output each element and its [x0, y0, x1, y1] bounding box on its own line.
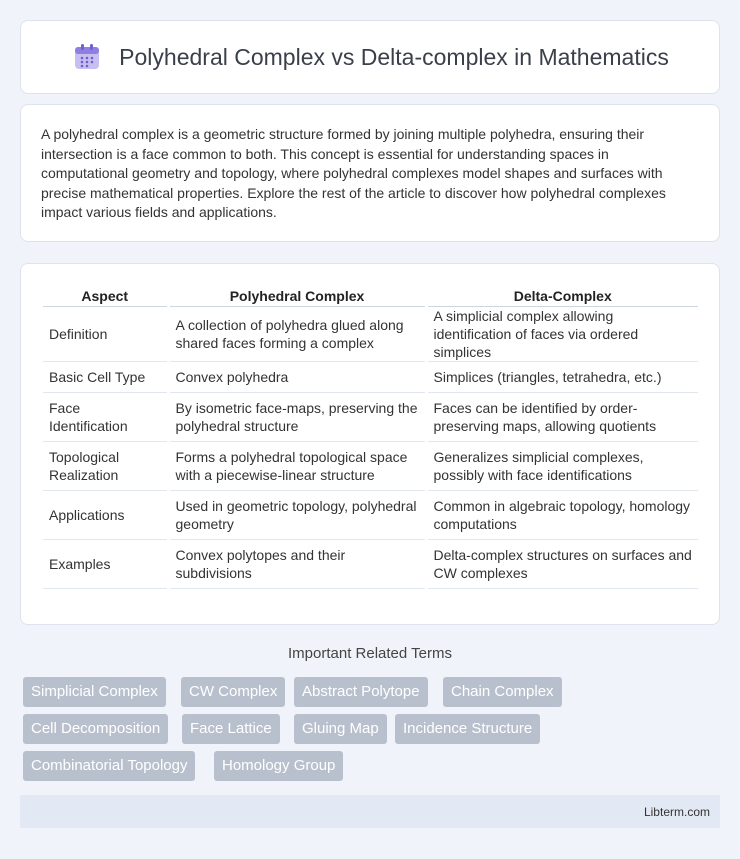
- header-card: [20, 20, 720, 94]
- calendar-icon: [71, 41, 103, 73]
- footer-site-link[interactable]: Libterm.com: [643, 804, 710, 819]
- tag-face-lattice[interactable]: Face Lattice: [182, 714, 280, 744]
- row-delta: Simplices (triangles, tetrahedra, etc.): [426, 362, 698, 393]
- header-aspect: Aspect: [43, 286, 168, 307]
- row-aspect: Face Identification: [43, 393, 168, 442]
- row-aspect: Definition: [43, 307, 168, 362]
- tag-homology-group[interactable]: Homology Group: [214, 751, 343, 781]
- tag-chain-complex[interactable]: Chain Complex: [443, 677, 562, 707]
- row-polyhedral: A collection of polyhedra glued along shared faces forming a complex: [168, 307, 426, 362]
- table-row: [43, 442, 698, 491]
- tag-combinatorial-topology[interactable]: Combinatorial Topology: [23, 751, 195, 781]
- row-polyhedral: By isometric face-maps, preserving the polyhedral structure: [168, 393, 426, 442]
- comparison-table: [43, 286, 698, 589]
- row-delta: Delta-complex structures on surfaces and CW complexes: [426, 540, 698, 589]
- row-aspect: Examples: [43, 540, 168, 589]
- comparison-table-card: [20, 263, 720, 625]
- row-polyhedral: Forms a polyhedral topological space with a piecewise-linear structure: [168, 442, 426, 491]
- row-delta: Common in algebraic topology, homology computations: [426, 491, 698, 540]
- row-aspect: Applications: [43, 491, 168, 540]
- tag-incidence-structure[interactable]: Incidence Structure: [395, 714, 540, 744]
- row-polyhedral: Used in geometric topology, polyhedral geometry: [168, 491, 426, 540]
- tag-abstract-polytope[interactable]: Abstract Polytope: [294, 677, 428, 707]
- related-terms-title: Important Related Terms: [288, 645, 452, 662]
- tag-cell-decomposition[interactable]: Cell Decomposition: [23, 714, 168, 744]
- page-title: Polyhedral Complex vs Delta-complex in Mathematics: [119, 43, 669, 70]
- table-row: [43, 491, 698, 540]
- row-delta: A simplicial complex allowing identification of faces via ordered simplices: [426, 307, 698, 362]
- tag-simplicial-complex[interactable]: Simplicial Complex: [23, 677, 166, 707]
- tag-cw-complex[interactable]: CW Complex: [181, 677, 285, 707]
- row-delta: Faces can be identified by order-preserving maps, allowing quotients: [426, 393, 698, 442]
- row-aspect: Basic Cell Type: [43, 362, 168, 393]
- table-header-row: [43, 286, 698, 307]
- intro-card: [20, 104, 720, 242]
- header-delta-complex: Delta-Complex: [426, 286, 698, 307]
- row-polyhedral: Convex polyhedra: [168, 362, 426, 393]
- table-row: [43, 540, 698, 589]
- table-row: [43, 307, 698, 362]
- footer: [20, 795, 720, 828]
- table-row: [43, 362, 698, 393]
- row-aspect: Topological Realization: [43, 442, 168, 491]
- header-polyhedral-complex: Polyhedral Complex: [168, 286, 426, 307]
- row-delta: Generalizes simplicial complexes, possibly with face identifications: [426, 442, 698, 491]
- tag-gluing-map[interactable]: Gluing Map: [294, 714, 387, 744]
- row-polyhedral: Convex polytopes and their subdivisions: [168, 540, 426, 589]
- table-row: [43, 393, 698, 442]
- intro-paragraph: A polyhedral complex is a geometric structure formed by joining multiple polyhedra, ensuring their intersection is a face common to both. This concept is essential for understanding spaces in computational geometry and topology, where polyhedral complexes model shapes and surfaces with precise mathematical properties. Explore the rest of the article to discover how polyhedral complexes impact various fields and applications.: [41, 126, 666, 221]
